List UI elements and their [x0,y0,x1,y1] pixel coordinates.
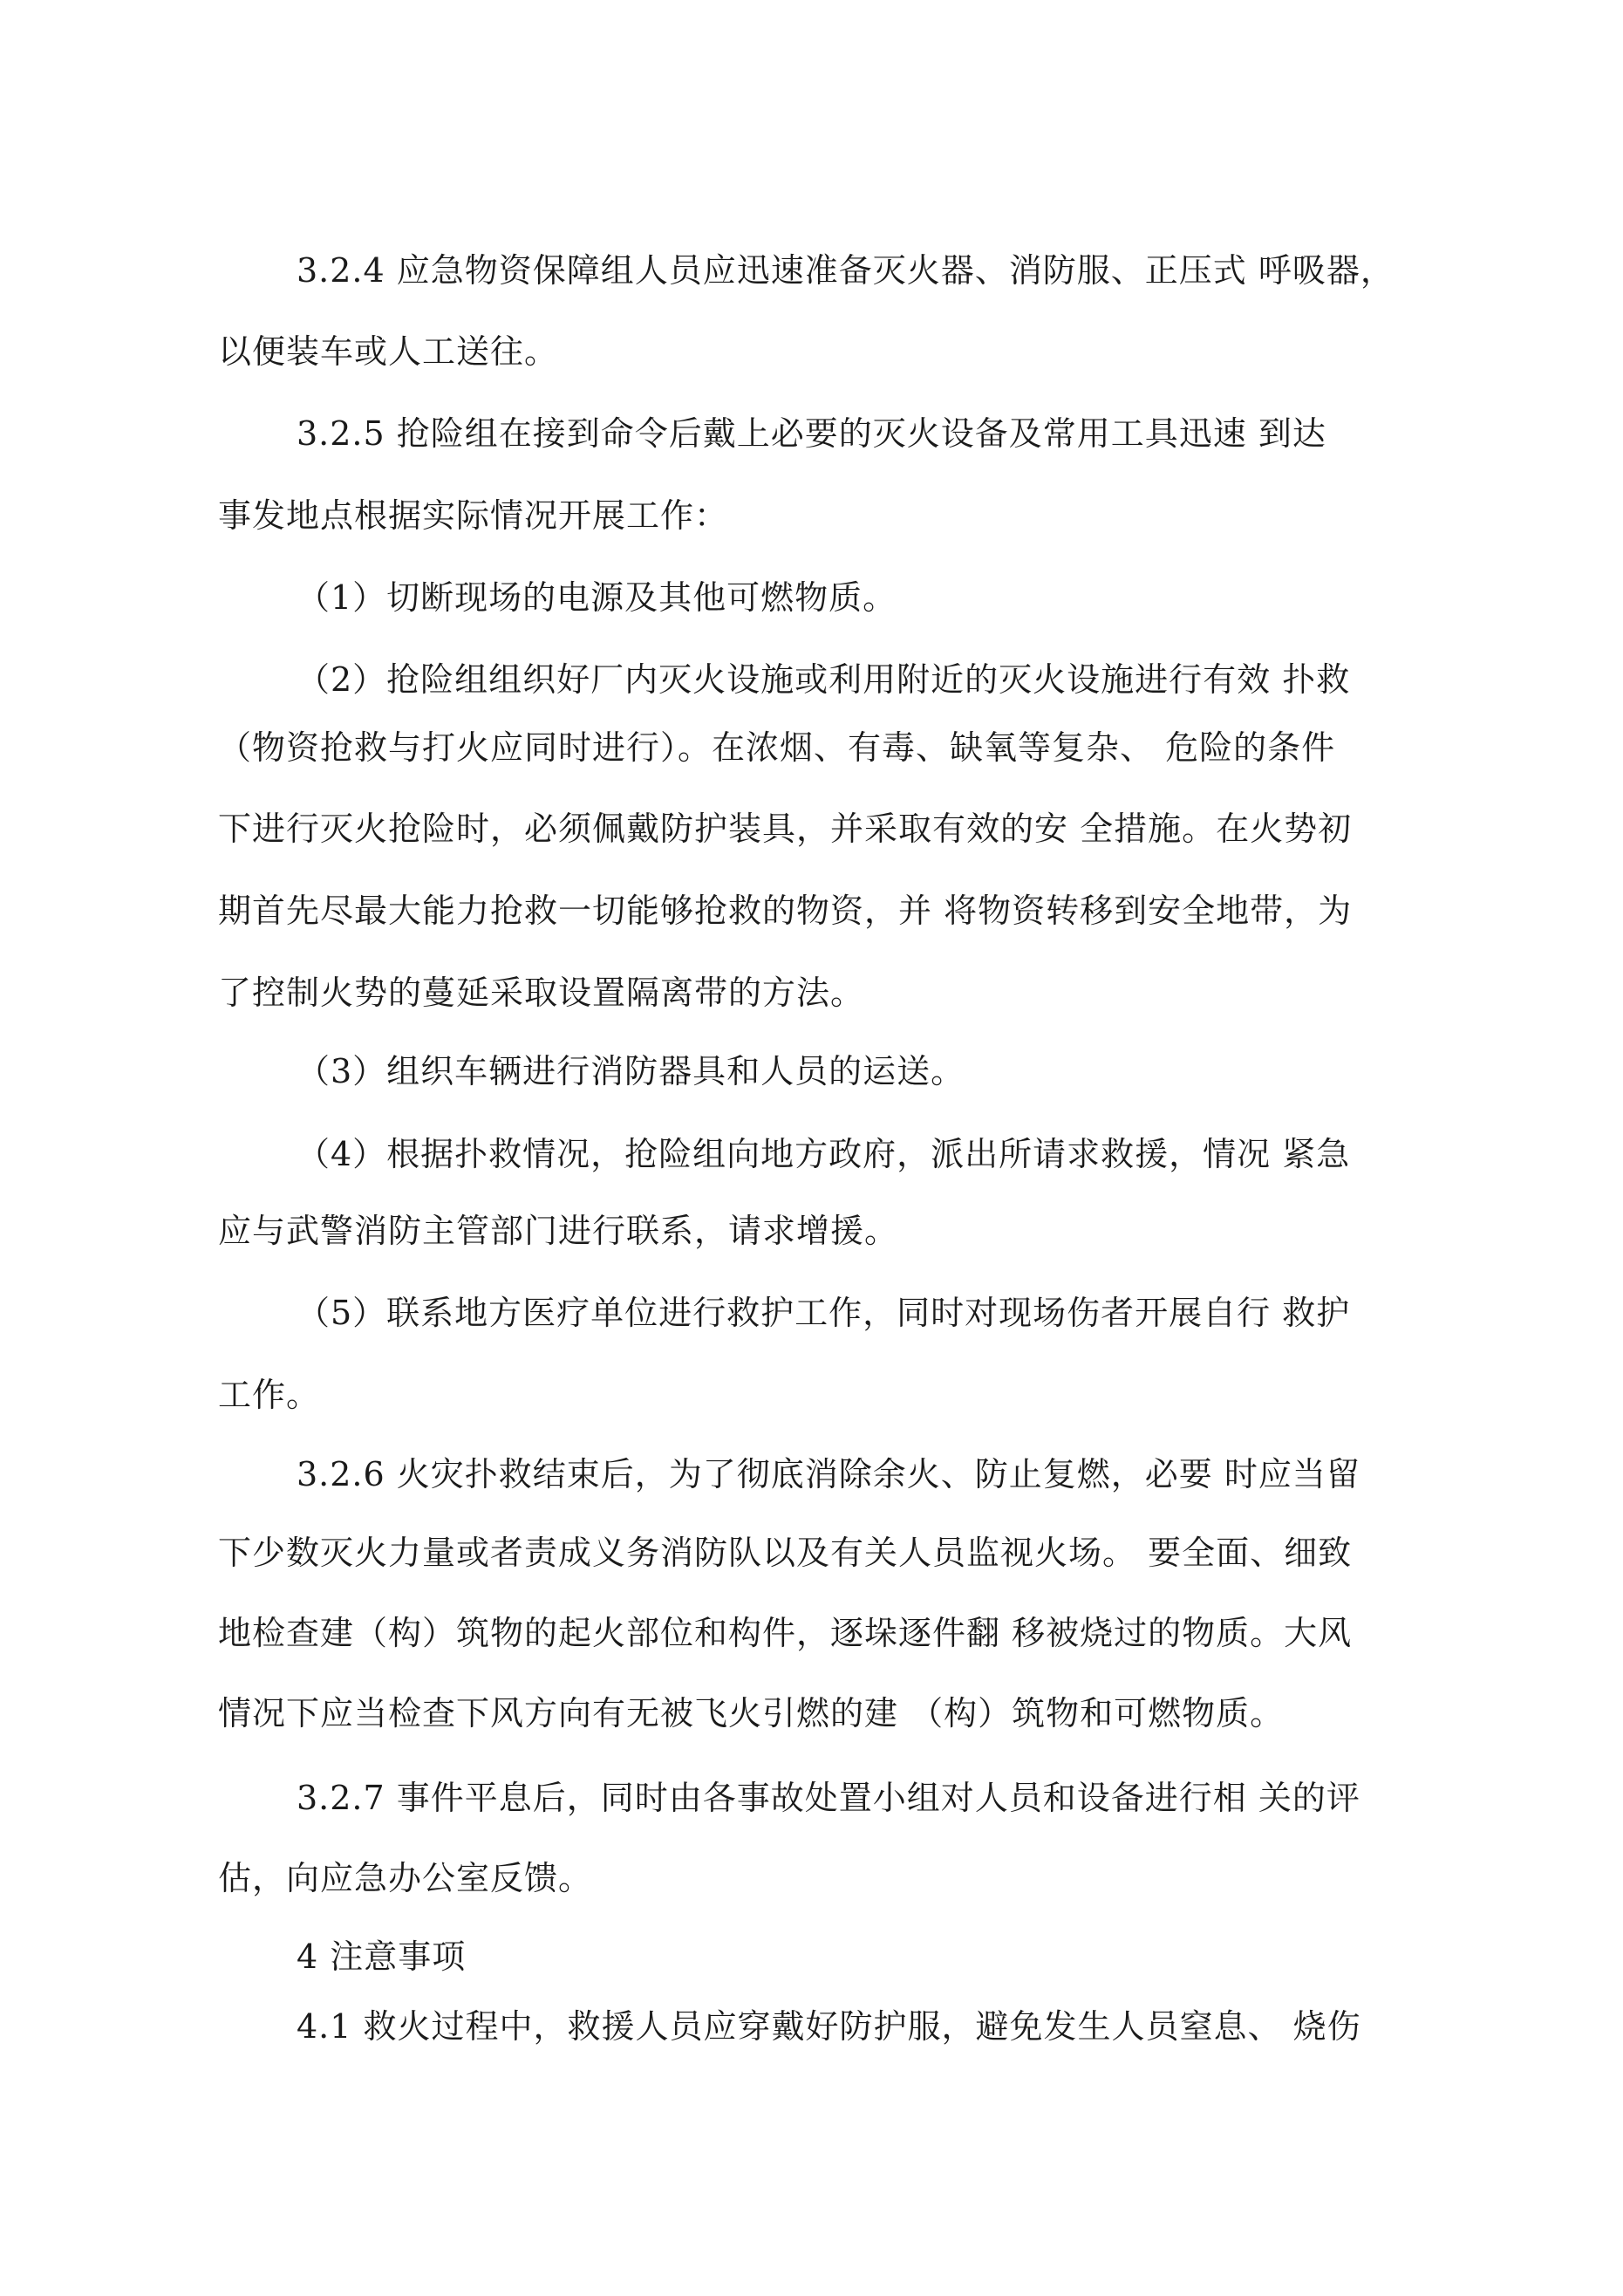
paragraph-line: 应与武警消防主管部门进行联系，请求增援。 [218,1212,899,1250]
paragraph-line: 下少数灭火力量或者责成义务消防队以及有关人员监视火场。 要全面、细致 [218,1534,1353,1572]
paragraph-line: 4.1 救火过程中，救援人员应穿戴好防护服，避免发生人员窒息、 烧伤 [297,2007,1361,2046]
paragraph-line: （4）根据扑救情况，抢险组向地方政府，派出所请求救援，情况 紧急 [297,1135,1351,1173]
paragraph-line: （3）组织车辆进行消防器具和人员的运送。 [297,1052,965,1090]
paragraph-line: 事发地点根据实际情况开展工作： [218,496,729,535]
paragraph-line: 估，向应急办公室反馈。 [218,1859,593,1897]
paragraph-line: 以便装车或人工送往。 [218,332,559,371]
paragraph-line: （物资抢救与打火应同时进行）。在浓烟、有毒、缺氧等复杂、 危险的条件 [218,728,1336,767]
paragraph-line: 3.2.5 抢险组在接到命令后戴上必要的灭火设备及常用工具迅速 到达 [297,414,1326,453]
section-heading: 4 注意事项 [297,1937,467,1976]
paragraph-line: 地检查建（构）筑物的起火部位和构件，逐垛逐件翻 移被烧过的物质。大风 [218,1614,1353,1652]
paragraph-line: 3.2.7 事件平息后，同时由各事故处置小组对人员和设备进行相 关的评 [297,1779,1360,1817]
paragraph-line: 了控制火势的蔓延采取设置隔离带的方法。 [218,974,865,1012]
paragraph-line: 下进行灭火抢险时，必须佩戴防护装具，并采取有效的安 全措施。在火势初 [218,810,1353,848]
paragraph-line: （1）切断现场的电源及其他可燃物质。 [297,578,897,617]
paragraph-line: （5）联系地方医疗单位进行救护工作，同时对现场伤者开展自行 救护 [297,1294,1351,1332]
paragraph-line: 期首先尽最大能力抢救一切能够抢救的物资，并 将物资转移到安全地带，为 [218,892,1353,930]
paragraph-line: 3.2.6 火灾扑救结束后，为了彻底消除余火、防止复燃，必要 时应当留 [297,1455,1360,1493]
paragraph-line: 3.2.4 应急物资保障组人员应迅速准备灭火器、消防服、正压式 呼吸器， [297,251,1395,290]
paragraph-line: 情况下应当检查下风方向有无被飞火引燃的建 （构）筑物和可燃物质。 [218,1694,1285,1732]
paragraph-line: 工作。 [218,1376,321,1414]
paragraph-line: （2）抢险组组织好厂内灭火设施或利用附近的灭火设施进行有效 扑救 [297,660,1351,699]
